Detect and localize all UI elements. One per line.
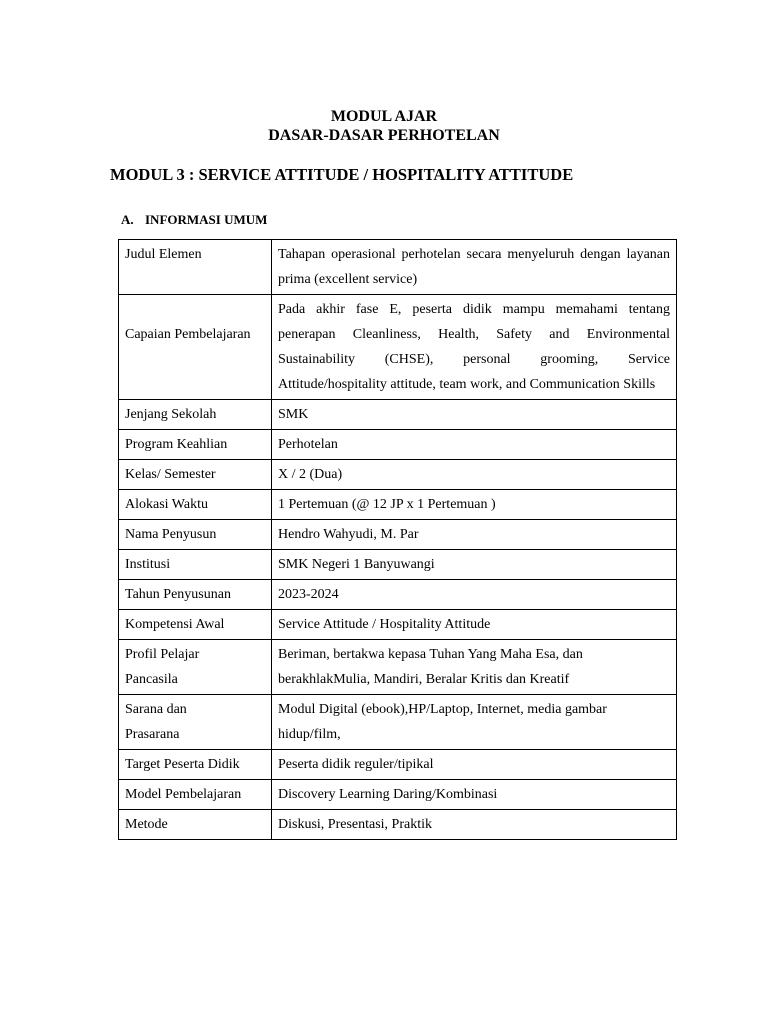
row-value: 1 Pertemuan (@ 12 JP x 1 Pertemuan ) bbox=[272, 490, 677, 520]
row-label: Alokasi Waktu bbox=[119, 490, 272, 520]
table-row bbox=[119, 640, 677, 695]
row-label: Metode bbox=[119, 810, 272, 840]
table-row bbox=[119, 520, 677, 550]
row-label: Judul Elemen bbox=[119, 240, 272, 295]
row-value: Hendro Wahyudi, M. Par bbox=[272, 520, 677, 550]
row-label: Jenjang Sekolah bbox=[119, 400, 272, 430]
row-label: Sarana dan Prasarana bbox=[119, 695, 272, 750]
table-row bbox=[119, 580, 677, 610]
table-row bbox=[119, 695, 677, 750]
row-value: SMK bbox=[272, 400, 677, 430]
section-heading bbox=[121, 212, 267, 228]
table-row bbox=[119, 295, 677, 400]
info-table bbox=[118, 239, 677, 840]
table-row bbox=[119, 810, 677, 840]
row-label: Tahun Penyusunan bbox=[119, 580, 272, 610]
row-value: Service Attitude / Hospitality Attitude bbox=[272, 610, 677, 640]
row-label: Capaian Pembelajaran bbox=[119, 295, 272, 400]
table-row bbox=[119, 780, 677, 810]
document-title: MODUL AJAR bbox=[330, 108, 438, 125]
row-label: Institusi bbox=[119, 550, 272, 580]
table-row bbox=[119, 240, 677, 295]
row-value: SMK Negeri 1 Banyuwangi bbox=[272, 550, 677, 580]
section-title: INFORMASI UMUM bbox=[145, 212, 268, 227]
row-value: Beriman, bertakwa kepasa Tuhan Yang Maha Esa, dan berakhlakMulia, Mandiri, Beralar Kritis dan Kreatif bbox=[272, 640, 677, 695]
row-value: Pada akhir fase E, peserta didik mampu memahami tentang penerapan Cleanliness, Health, Safety and Environmental Sustainability (CHSE), personal grooming, Service Attitude/hospitality attitude, team work, and Communication Skills bbox=[272, 295, 677, 400]
table-row bbox=[119, 400, 677, 430]
row-value: 2023-2024 bbox=[272, 580, 677, 610]
table-row bbox=[119, 610, 677, 640]
table-row bbox=[119, 460, 677, 490]
row-value: Perhotelan bbox=[272, 430, 677, 460]
row-value: Peserta didik reguler/tipikal bbox=[272, 750, 677, 780]
module-heading: MODUL 3 : SERVICE ATTITUDE / HOSPITALITY ATTITUDE bbox=[110, 165, 574, 184]
row-label: Kompetensi Awal bbox=[119, 610, 272, 640]
row-value: X / 2 (Dua) bbox=[272, 460, 677, 490]
row-label: Profil Pelajar Pancasila bbox=[119, 640, 272, 695]
table-row bbox=[119, 750, 677, 780]
table-row bbox=[119, 430, 677, 460]
section-letter: A. bbox=[121, 212, 134, 227]
row-label: Target Peserta Didik bbox=[119, 750, 272, 780]
row-value: Modul Digital (ebook),HP/Laptop, Internet, media gambar hidup/film, bbox=[272, 695, 677, 750]
table-row bbox=[119, 490, 677, 520]
row-label: Nama Penyusun bbox=[119, 520, 272, 550]
row-label: Program Keahlian bbox=[119, 430, 272, 460]
table-row bbox=[119, 550, 677, 580]
row-label: Model Pembelajaran bbox=[119, 780, 272, 810]
row-value: Tahapan operasional perhotelan secara menyeluruh dengan layanan prima (excellent service) bbox=[272, 240, 677, 295]
document-subtitle: DASAR-DASAR PERHOTELAN bbox=[268, 127, 500, 144]
row-value: Diskusi, Presentasi, Praktik bbox=[272, 810, 677, 840]
row-value: Discovery Learning Daring/Kombinasi bbox=[272, 780, 677, 810]
row-label: Kelas/ Semester bbox=[119, 460, 272, 490]
